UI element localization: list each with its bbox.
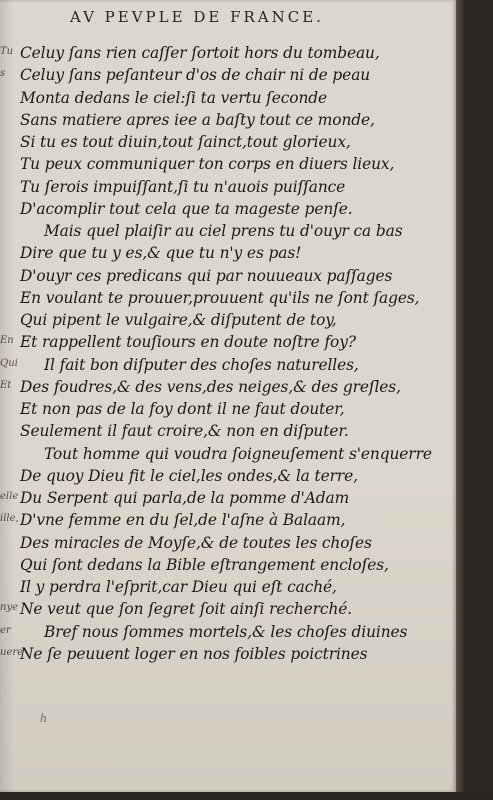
verse-line: Dire que tu y es,& que tu n'y es pas! — [20, 244, 302, 263]
verse-line: Qui pipent le vulgaire,& diſputent de toy, — [20, 311, 337, 329]
margin-note: ille, — [0, 513, 19, 525]
margin-note: Qui — [0, 357, 18, 369]
margin-note: En — [0, 335, 14, 347]
margin-note: s — [0, 68, 6, 80]
margin-note: nye — [0, 602, 19, 614]
margin-note: Tu — [0, 46, 14, 57]
margin-note: Et — [0, 379, 12, 391]
bottom-shadow — [0, 792, 493, 800]
verse-line: Et rappellent touſiours en doute noſtre foy? — [20, 333, 356, 352]
verse-line: Si tu es tout diuin,tout ſainct,tout glorieux, — [20, 133, 351, 151]
verse-line: Celuy ſans peſanteur d'os de chair ni de peau — [20, 66, 371, 85]
verse-line: Monta dedans le ciel:ſi ta vertu ſeconde — [20, 88, 328, 107]
margin-note: elle — [0, 491, 19, 502]
verse-line: Ne ſe peuuent loger en nos foibles poictrines — [20, 644, 368, 663]
verse-line: D'acomplir tout cela que ta mageste penſe. — [20, 199, 353, 218]
verse-line: De quoy Dieu fit le ciel,les ondes,& la terre, — [20, 466, 358, 485]
verse-line: Ne veut que ſon ſegret ſoit ainſi recherché. — [20, 600, 353, 619]
verse-line: Qui ſont dedans la Bible eſtrangement encloſes, — [20, 555, 389, 574]
verse-line: Tu ſerois impuiſſant,ſi tu n'auois puiſſance — [20, 177, 346, 196]
verse-line: Du Serpent qui parla,de la pomme d'Adam — [20, 489, 350, 507]
verse-line: Bref nous ſommes mortels,& les choſes diuines — [44, 622, 408, 641]
running-head: AV PEVPLE DE FRANCE. — [70, 8, 324, 26]
margin-notes — [0, 0, 24, 792]
signature-mark: h — [40, 712, 48, 725]
book-spine-edge — [456, 0, 466, 800]
verse-line: Tu peux communiquer ton corps en diuers lieux, — [20, 155, 395, 174]
margin-note: er — [0, 624, 11, 636]
verse-line: Il fait bon diſputer des choſes naturelles, — [44, 355, 359, 374]
verse-line: D'vne femme en du ſel,de l'aſne à Balaam, — [20, 511, 346, 530]
verse-line: Mais quel plaiſir au ciel prens tu d'ouyr ca bas — [44, 222, 403, 240]
verse-line: En voulant te prouuer,prouuent qu'ils ne ſont ſages, — [20, 288, 420, 307]
verse-line: Des miracles de Moyſe,& de toutes les choſes — [20, 533, 372, 552]
verse-line: D'ouyr ces predicans qui par nouueaux paſſages — [20, 266, 393, 285]
verse-line: Tout homme qui voudra ſoigneuſement s'enquerre — [44, 444, 432, 463]
verse-line: Il y perdra l'eſprit,car Dieu qui eſt caché, — [20, 578, 337, 596]
verse-line: Sans matiere apres iee a baſty tout ce monde, — [20, 110, 375, 129]
verse-line: Et non pas de la foy dont il ne faut douter, — [20, 400, 345, 418]
verse-line: Des foudres,& des vens,des neiges,& des greſles, — [20, 377, 401, 396]
verse-line: Celuy ſans rien caſſer ſortoit hors du tombeau, — [20, 44, 380, 62]
poem-body — [20, 42, 450, 665]
verse-line: Seulement il faut croire,& non en diſputer. — [20, 422, 349, 441]
margin-note: uere — [0, 646, 24, 658]
